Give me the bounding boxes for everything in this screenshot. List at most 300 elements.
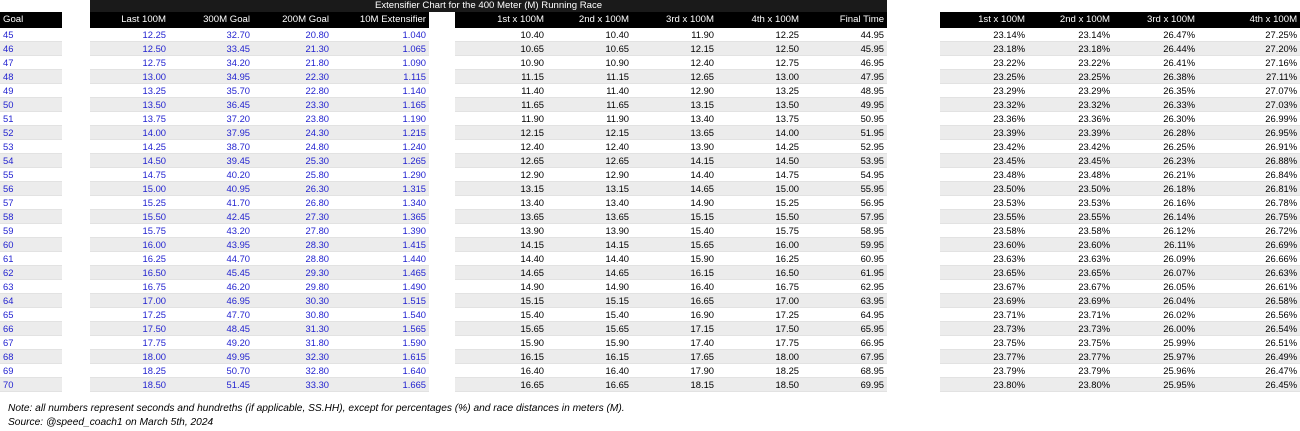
gap-cell [429,140,455,154]
gap-cell [887,140,940,154]
split-1-cell: 11.65 [455,98,547,112]
split-4-cell: 17.25 [717,308,802,322]
200m-goal-cell: 23.30 [253,98,332,112]
200m-goal-cell: 21.30 [253,42,332,56]
split-2-cell: 15.15 [547,294,632,308]
header-split-1: 1st x 100M [455,12,547,28]
pct-3-cell: 26.28% [1113,126,1198,140]
split-2-cell: 14.40 [547,252,632,266]
gap-cell [62,336,90,350]
last-100m-cell: 12.25 [90,28,169,42]
pct-4-cell: 26.75% [1198,210,1300,224]
gap-cell [887,210,940,224]
pct-3-cell: 26.25% [1113,140,1198,154]
gap-cell [62,12,90,28]
split-4-cell: 18.50 [717,378,802,392]
header-pct-4: 4th x 100M [1198,12,1300,28]
gap-cell [62,238,90,252]
table-row [0,280,1300,294]
gap-cell [62,84,90,98]
gap-cell [62,126,90,140]
header-split-2: 2nd x 100M [547,12,632,28]
300m-goal-cell: 46.95 [169,294,253,308]
split-4-cell: 17.75 [717,336,802,350]
pct-1-cell: 23.75% [940,336,1028,350]
pct-3-cell: 26.21% [1113,168,1198,182]
last-100m-cell: 17.25 [90,308,169,322]
table-body [0,28,1300,392]
gap-cell [429,336,455,350]
pct-1-cell: 23.45% [940,154,1028,168]
split-1-cell: 15.65 [455,322,547,336]
split-2-cell: 15.90 [547,336,632,350]
gap-cell [62,364,90,378]
goal-cell: 66 [0,322,62,336]
split-1-cell: 16.65 [455,378,547,392]
split-2-cell: 13.65 [547,210,632,224]
10m-extensifier-cell: 1.640 [332,364,429,378]
pct-1-cell: 23.18% [940,42,1028,56]
final-time-cell: 49.95 [802,98,887,112]
split-2-cell: 16.65 [547,378,632,392]
gap-cell [887,280,940,294]
table-row [0,336,1300,350]
goal-cell: 45 [0,28,62,42]
300m-goal-cell: 36.45 [169,98,253,112]
gap-cell [429,28,455,42]
goal-cell: 67 [0,336,62,350]
pct-1-cell: 23.67% [940,280,1028,294]
table-row [0,322,1300,336]
header-goal: Goal [0,12,62,28]
gap-cell [62,294,90,308]
split-4-cell: 12.25 [717,28,802,42]
gap-cell [887,28,940,42]
final-time-cell: 44.95 [802,28,887,42]
split-4-cell: 13.00 [717,70,802,84]
300m-goal-cell: 32.70 [169,28,253,42]
table-title: Extensifier Chart for the 400 Meter (M) Running Race [90,0,887,12]
gap-cell [62,182,90,196]
split-2-cell: 14.15 [547,238,632,252]
pct-3-cell: 26.02% [1113,308,1198,322]
200m-goal-cell: 31.80 [253,336,332,350]
200m-goal-cell: 20.80 [253,28,332,42]
pct-3-cell: 26.41% [1113,56,1198,70]
pct-1-cell: 23.36% [940,112,1028,126]
gap-cell [887,252,940,266]
last-100m-cell: 16.50 [90,266,169,280]
split-1-cell: 11.15 [455,70,547,84]
header-split-3: 3rd x 100M [632,12,717,28]
gap-cell [429,182,455,196]
pct-3-cell: 26.30% [1113,112,1198,126]
split-2-cell: 14.65 [547,266,632,280]
table-row [0,28,1300,42]
split-1-cell: 13.90 [455,224,547,238]
final-time-cell: 47.95 [802,70,887,84]
pct-1-cell: 23.80% [940,378,1028,392]
goal-cell: 64 [0,294,62,308]
goal-cell: 53 [0,140,62,154]
pct-2-cell: 23.50% [1028,182,1113,196]
pct-4-cell: 27.16% [1198,56,1300,70]
goal-cell: 49 [0,84,62,98]
pct-2-cell: 23.36% [1028,112,1113,126]
pct-3-cell: 26.12% [1113,224,1198,238]
split-4-cell: 15.50 [717,210,802,224]
goal-cell: 54 [0,154,62,168]
split-1-cell: 14.65 [455,266,547,280]
split-1-cell: 10.65 [455,42,547,56]
last-100m-cell: 13.00 [90,70,169,84]
last-100m-cell: 14.50 [90,154,169,168]
goal-cell: 59 [0,224,62,238]
pct-2-cell: 23.65% [1028,266,1113,280]
gap-cell [429,126,455,140]
pct-1-cell: 23.65% [940,266,1028,280]
split-1-cell: 14.40 [455,252,547,266]
pct-2-cell: 23.60% [1028,238,1113,252]
pct-1-cell: 23.79% [940,364,1028,378]
gap-cell [429,266,455,280]
300m-goal-cell: 40.20 [169,168,253,182]
split-4-cell: 16.00 [717,238,802,252]
split-4-cell: 18.00 [717,350,802,364]
last-100m-cell: 12.75 [90,56,169,70]
split-4-cell: 13.25 [717,84,802,98]
final-time-cell: 59.95 [802,238,887,252]
split-4-cell: 14.50 [717,154,802,168]
split-2-cell: 11.90 [547,112,632,126]
300m-goal-cell: 50.70 [169,364,253,378]
gap-cell [62,70,90,84]
gap-cell [62,252,90,266]
200m-goal-cell: 30.80 [253,308,332,322]
300m-goal-cell: 39.45 [169,154,253,168]
pct-4-cell: 26.84% [1198,168,1300,182]
gap-cell [429,238,455,252]
pct-3-cell: 25.99% [1113,336,1198,350]
last-100m-cell: 15.75 [90,224,169,238]
header-last-100m: Last 100M [90,12,169,28]
goal-cell: 68 [0,350,62,364]
header-pct-1: 1st x 100M [940,12,1028,28]
gap-cell [429,70,455,84]
200m-goal-cell: 26.80 [253,196,332,210]
last-100m-cell: 13.25 [90,84,169,98]
10m-extensifier-cell: 1.115 [332,70,429,84]
split-2-cell: 14.90 [547,280,632,294]
pct-4-cell: 26.47% [1198,364,1300,378]
300m-goal-cell: 42.45 [169,210,253,224]
split-4-cell: 14.75 [717,168,802,182]
10m-extensifier-cell: 1.190 [332,112,429,126]
pct-4-cell: 26.51% [1198,336,1300,350]
split-1-cell: 15.40 [455,308,547,322]
gap-cell [887,378,940,392]
split-2-cell: 10.90 [547,56,632,70]
pct-1-cell: 23.39% [940,126,1028,140]
goal-cell: 55 [0,168,62,182]
table-row [0,70,1300,84]
split-3-cell: 14.90 [632,196,717,210]
final-time-cell: 57.95 [802,210,887,224]
gap-cell [62,308,90,322]
pct-1-cell: 23.42% [940,140,1028,154]
gap-cell [62,42,90,56]
200m-goal-cell: 27.80 [253,224,332,238]
pct-4-cell: 26.61% [1198,280,1300,294]
gap-cell [887,168,940,182]
10m-extensifier-cell: 1.665 [332,378,429,392]
table-row [0,112,1300,126]
pct-2-cell: 23.58% [1028,224,1113,238]
gap-cell [62,154,90,168]
pct-3-cell: 26.14% [1113,210,1198,224]
pct-1-cell: 23.71% [940,308,1028,322]
split-3-cell: 17.40 [632,336,717,350]
split-1-cell: 14.15 [455,238,547,252]
split-3-cell: 16.90 [632,308,717,322]
gap-cell [429,12,455,28]
gap-cell [429,280,455,294]
pct-2-cell: 23.80% [1028,378,1113,392]
pct-1-cell: 23.63% [940,252,1028,266]
pct-3-cell: 26.35% [1113,84,1198,98]
header-300m-goal: 300M Goal [169,12,253,28]
gap-cell [429,42,455,56]
source-text: Source: @speed_coach1 on March 5th, 2024 [8,417,214,428]
pct-4-cell: 26.78% [1198,196,1300,210]
split-1-cell: 12.65 [455,154,547,168]
table-row [0,294,1300,308]
300m-goal-cell: 49.20 [169,336,253,350]
goal-cell: 62 [0,266,62,280]
10m-extensifier-cell: 1.290 [332,168,429,182]
pct-1-cell: 23.25% [940,70,1028,84]
pct-2-cell: 23.18% [1028,42,1113,56]
gap-cell [887,42,940,56]
goal-cell: 50 [0,98,62,112]
pct-4-cell: 27.25% [1198,28,1300,42]
table-row [0,224,1300,238]
200m-goal-cell: 25.80 [253,168,332,182]
final-time-cell: 55.95 [802,182,887,196]
split-3-cell: 17.90 [632,364,717,378]
pct-2-cell: 23.22% [1028,56,1113,70]
10m-extensifier-cell: 1.415 [332,238,429,252]
200m-goal-cell: 24.30 [253,126,332,140]
300m-goal-cell: 34.95 [169,70,253,84]
goal-cell: 52 [0,126,62,140]
split-3-cell: 12.90 [632,84,717,98]
pct-1-cell: 23.53% [940,196,1028,210]
pct-2-cell: 23.25% [1028,70,1113,84]
split-2-cell: 10.65 [547,42,632,56]
split-2-cell: 13.15 [547,182,632,196]
pct-3-cell: 25.95% [1113,378,1198,392]
300m-goal-cell: 33.45 [169,42,253,56]
gap-cell [62,224,90,238]
split-1-cell: 12.90 [455,168,547,182]
split-3-cell: 13.40 [632,112,717,126]
header-split-4: 4th x 100M [717,12,802,28]
200m-goal-cell: 22.30 [253,70,332,84]
last-100m-cell: 18.00 [90,350,169,364]
gap-cell [62,280,90,294]
last-100m-cell: 15.25 [90,196,169,210]
200m-goal-cell: 27.30 [253,210,332,224]
split-2-cell: 15.40 [547,308,632,322]
pct-4-cell: 26.66% [1198,252,1300,266]
gap-cell [887,266,940,280]
gap-cell [429,308,455,322]
pct-1-cell: 23.22% [940,56,1028,70]
split-4-cell: 16.50 [717,266,802,280]
split-3-cell: 15.15 [632,210,717,224]
gap-cell [429,378,455,392]
gap-cell [429,84,455,98]
split-4-cell: 15.75 [717,224,802,238]
table-row [0,140,1300,154]
200m-goal-cell: 29.30 [253,266,332,280]
200m-goal-cell: 31.30 [253,322,332,336]
gap-cell [429,252,455,266]
pct-3-cell: 26.18% [1113,182,1198,196]
split-3-cell: 14.65 [632,182,717,196]
pct-1-cell: 23.58% [940,224,1028,238]
table-row [0,168,1300,182]
300m-goal-cell: 43.95 [169,238,253,252]
pct-3-cell: 26.00% [1113,322,1198,336]
200m-goal-cell: 30.30 [253,294,332,308]
300m-goal-cell: 41.70 [169,196,253,210]
gap-cell [429,196,455,210]
split-3-cell: 15.65 [632,238,717,252]
split-4-cell: 17.00 [717,294,802,308]
blank-cell [887,0,1300,12]
final-time-cell: 51.95 [802,126,887,140]
pct-1-cell: 23.55% [940,210,1028,224]
300m-goal-cell: 49.95 [169,350,253,364]
gap-cell [429,112,455,126]
final-time-cell: 52.95 [802,140,887,154]
split-4-cell: 16.25 [717,252,802,266]
final-time-cell: 53.95 [802,154,887,168]
header-pct-2: 2nd x 100M [1028,12,1113,28]
split-3-cell: 15.90 [632,252,717,266]
pct-1-cell: 23.48% [940,168,1028,182]
gap-cell [429,322,455,336]
200m-goal-cell: 28.80 [253,252,332,266]
gap-cell [887,308,940,322]
10m-extensifier-cell: 1.165 [332,98,429,112]
10m-extensifier-cell: 1.515 [332,294,429,308]
table-row [0,56,1300,70]
goal-cell: 61 [0,252,62,266]
split-3-cell: 14.40 [632,168,717,182]
final-time-cell: 45.95 [802,42,887,56]
pct-1-cell: 23.50% [940,182,1028,196]
300m-goal-cell: 47.70 [169,308,253,322]
split-3-cell: 17.65 [632,350,717,364]
split-1-cell: 12.15 [455,126,547,140]
gap-cell [429,224,455,238]
pct-4-cell: 27.07% [1198,84,1300,98]
pct-4-cell: 26.69% [1198,238,1300,252]
200m-goal-cell: 28.30 [253,238,332,252]
200m-goal-cell: 32.80 [253,364,332,378]
10m-extensifier-cell: 1.090 [332,56,429,70]
300m-goal-cell: 35.70 [169,84,253,98]
pct-2-cell: 23.48% [1028,168,1113,182]
gap-cell [429,56,455,70]
table-row [0,266,1300,280]
last-100m-cell: 17.50 [90,322,169,336]
split-3-cell: 13.65 [632,126,717,140]
table-row [0,308,1300,322]
pct-3-cell: 26.11% [1113,238,1198,252]
split-3-cell: 16.40 [632,280,717,294]
pct-3-cell: 26.44% [1113,42,1198,56]
split-2-cell: 12.65 [547,154,632,168]
header-final-time: Final Time [802,12,887,28]
split-4-cell: 12.75 [717,56,802,70]
split-3-cell: 17.15 [632,322,717,336]
pct-2-cell: 23.67% [1028,280,1113,294]
pct-1-cell: 23.29% [940,84,1028,98]
200m-goal-cell: 29.80 [253,280,332,294]
table-row [0,238,1300,252]
pct-3-cell: 26.16% [1113,196,1198,210]
10m-extensifier-cell: 1.215 [332,126,429,140]
gap-cell [62,210,90,224]
table-row [0,182,1300,196]
split-4-cell: 15.00 [717,182,802,196]
goal-cell: 65 [0,308,62,322]
split-3-cell: 18.15 [632,378,717,392]
10m-extensifier-cell: 1.465 [332,266,429,280]
pct-2-cell: 23.32% [1028,98,1113,112]
pct-4-cell: 26.49% [1198,350,1300,364]
split-2-cell: 10.40 [547,28,632,42]
300m-goal-cell: 37.95 [169,126,253,140]
gap-cell [62,322,90,336]
split-2-cell: 11.40 [547,84,632,98]
gap-cell [62,98,90,112]
10m-extensifier-cell: 1.565 [332,322,429,336]
goal-cell: 69 [0,364,62,378]
pct-4-cell: 27.20% [1198,42,1300,56]
gap-cell [62,140,90,154]
final-time-cell: 48.95 [802,84,887,98]
split-4-cell: 17.50 [717,322,802,336]
pct-1-cell: 23.69% [940,294,1028,308]
split-2-cell: 13.40 [547,196,632,210]
pct-2-cell: 23.45% [1028,154,1113,168]
pct-2-cell: 23.14% [1028,28,1113,42]
pct-2-cell: 23.73% [1028,322,1113,336]
300m-goal-cell: 44.70 [169,252,253,266]
pct-4-cell: 27.03% [1198,98,1300,112]
split-1-cell: 15.15 [455,294,547,308]
10m-extensifier-cell: 1.615 [332,350,429,364]
pct-1-cell: 23.60% [940,238,1028,252]
300m-goal-cell: 43.20 [169,224,253,238]
last-100m-cell: 16.00 [90,238,169,252]
table-row [0,98,1300,112]
